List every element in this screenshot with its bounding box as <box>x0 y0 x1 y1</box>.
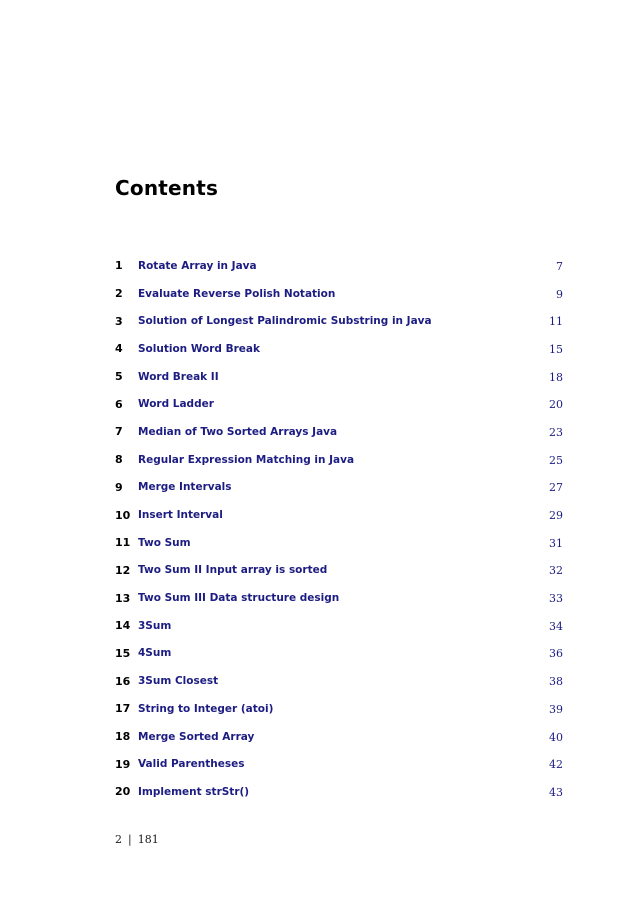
toc-entry-page[interactable]: 20 <box>549 398 563 412</box>
toc-entry-link[interactable]: Solution of Longest Palindromic Substring in Java <box>138 315 432 328</box>
toc-entry[interactable] <box>115 363 563 391</box>
toc-entry-link[interactable]: Evaluate Reverse Polish Notation <box>138 287 336 300</box>
total-page-count: 181 <box>137 833 159 846</box>
toc-entry-page[interactable]: 9 <box>556 287 563 301</box>
toc-entry-page[interactable]: 18 <box>549 370 563 384</box>
page-title: Contents <box>115 176 219 200</box>
toc-entry-link[interactable]: 3Sum <box>138 619 172 632</box>
toc-entry-page[interactable]: 38 <box>549 675 563 689</box>
toc-entry-page[interactable]: 34 <box>549 619 563 633</box>
toc-entry-link[interactable]: Valid Parentheses <box>138 758 245 771</box>
toc-entry-number: 3 <box>115 314 123 328</box>
toc-entry-number: 6 <box>115 397 123 411</box>
toc-entry-page[interactable]: 15 <box>549 342 563 356</box>
toc-entry-page[interactable]: 7 <box>556 259 563 273</box>
toc-entry[interactable] <box>115 501 563 529</box>
toc-entry[interactable] <box>115 390 563 418</box>
toc-entry-page[interactable]: 23 <box>549 425 563 439</box>
toc-entry-page[interactable]: 29 <box>549 509 563 523</box>
toc-entry-number: 7 <box>115 425 123 439</box>
toc-entry-page[interactable]: 33 <box>549 592 563 606</box>
toc-entry[interactable] <box>115 529 563 557</box>
toc-entry-number: 11 <box>115 536 131 550</box>
toc-entry-number: 5 <box>115 370 123 384</box>
toc-entry-page[interactable]: 11 <box>549 315 563 329</box>
toc-entry[interactable] <box>115 640 563 668</box>
toc-entry-page[interactable]: 36 <box>549 647 563 661</box>
toc-entry-number: 15 <box>115 646 131 660</box>
toc-entry[interactable] <box>115 750 563 778</box>
toc-entry-link[interactable]: 3Sum Closest <box>138 675 219 688</box>
page-footer <box>115 833 159 846</box>
toc-entry-page[interactable]: 43 <box>549 785 563 799</box>
toc-entry[interactable] <box>115 557 563 585</box>
toc-entry-page[interactable]: 42 <box>549 758 563 772</box>
toc-entry-link[interactable]: String to Integer (atoi) <box>138 702 274 715</box>
toc-entry-number: 4 <box>115 342 123 356</box>
toc-entry-page[interactable]: 25 <box>549 453 563 467</box>
toc-entry-number: 20 <box>115 785 131 799</box>
toc-entry-number: 17 <box>115 702 131 716</box>
toc-entry-page[interactable]: 40 <box>549 730 563 744</box>
toc-entry-link[interactable]: Regular Expression Matching in Java <box>138 453 355 466</box>
toc-entry-link[interactable]: Two Sum II Input array is sorted <box>138 564 328 577</box>
current-page-number: 2 <box>115 833 122 846</box>
toc-entry[interactable] <box>115 335 563 363</box>
toc-entry-link[interactable]: Insert Interval <box>138 509 223 522</box>
table-of-contents <box>115 252 563 806</box>
toc-entry-link[interactable]: Rotate Array in Java <box>138 259 257 272</box>
toc-entry[interactable] <box>115 418 563 446</box>
toc-entry-number: 1 <box>115 259 123 273</box>
toc-entry-number: 8 <box>115 453 123 467</box>
toc-entry-link[interactable]: Implement strStr() <box>138 785 250 798</box>
toc-entry[interactable] <box>115 307 563 335</box>
toc-entry-number: 2 <box>115 287 123 301</box>
toc-entry[interactable] <box>115 778 563 806</box>
toc-entry-page[interactable]: 39 <box>549 702 563 716</box>
toc-entry[interactable] <box>115 446 563 474</box>
toc-entry-number: 13 <box>115 591 131 605</box>
footer-separator: | <box>128 833 132 846</box>
toc-entry-link[interactable]: Word Ladder <box>138 398 214 411</box>
toc-entry-page[interactable]: 27 <box>549 481 563 495</box>
toc-entry[interactable] <box>115 584 563 612</box>
toc-entry-page[interactable]: 31 <box>549 536 563 550</box>
toc-entry-link[interactable]: 4Sum <box>138 647 172 660</box>
toc-entry-link[interactable]: Word Break II <box>138 370 219 383</box>
toc-entry-link[interactable]: Two Sum III Data structure design <box>138 592 340 605</box>
toc-entry-number: 9 <box>115 480 123 494</box>
toc-entry[interactable] <box>115 612 563 640</box>
toc-entry-page[interactable]: 32 <box>549 564 563 578</box>
toc-entry-number: 16 <box>115 674 131 688</box>
toc-entry[interactable] <box>115 667 563 695</box>
toc-entry-link[interactable]: Merge Sorted Array <box>138 730 255 743</box>
toc-entry-number: 12 <box>115 563 131 577</box>
toc-entry[interactable] <box>115 723 563 751</box>
toc-entry-number: 10 <box>115 508 131 522</box>
toc-entry-link[interactable]: Two Sum <box>138 536 191 549</box>
toc-entry[interactable] <box>115 695 563 723</box>
toc-entry-number: 19 <box>115 757 131 771</box>
toc-entry-link[interactable]: Merge Intervals <box>138 481 232 494</box>
toc-entry-number: 14 <box>115 619 131 633</box>
toc-entry-link[interactable]: Solution Word Break <box>138 342 260 355</box>
toc-entry[interactable] <box>115 474 563 502</box>
toc-entry[interactable] <box>115 280 563 308</box>
toc-entry-link[interactable]: Median of Two Sorted Arrays Java <box>138 425 338 438</box>
toc-entry[interactable] <box>115 252 563 280</box>
toc-entry-number: 18 <box>115 730 131 744</box>
